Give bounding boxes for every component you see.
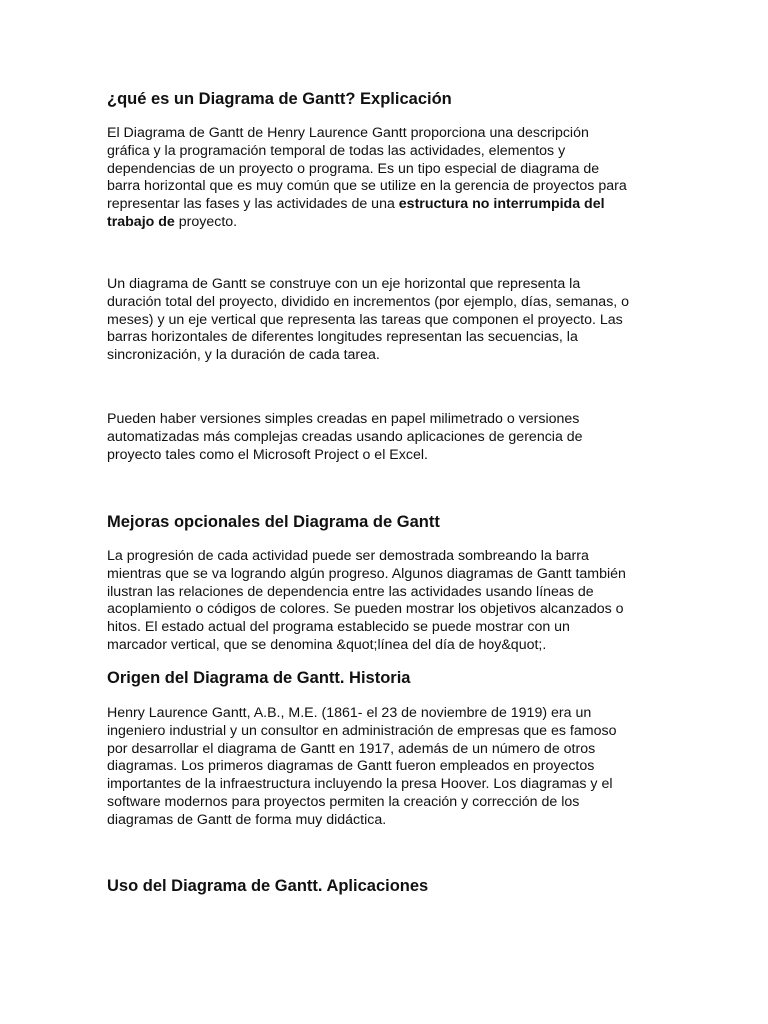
text-line: [107, 214, 667, 232]
text-line: por desarrollar el diagrama de Gantt en 1917, además de un número de otros: [107, 740, 596, 757]
text-line: El Diagrama de Gantt de Henry Laurence Gantt proporciona una descripción: [107, 125, 589, 141]
text-line: Henry Laurence Gantt, A.B., M.E. (1861- el 23 de noviembre de 1919) era un: [107, 705, 592, 721]
paragraph-gantt-construction: [107, 276, 667, 365]
paragraph-improvements: [107, 548, 667, 655]
text-line: Un diagrama de Gantt se construye con un eje horizontal que representa la: [107, 276, 581, 292]
text-line: sincronización, y la duración de cada tarea.: [107, 347, 380, 364]
text-line: barras horizontales de diferentes longitudes representan las secuencias, la: [107, 329, 578, 346]
paragraph-gantt-description: [107, 125, 667, 232]
text-line: importantes de la infraestructura incluyendo la presa Hoover. Los diagramas y el: [107, 776, 613, 793]
text-line: dependencias de un proyecto o programa. Es un tipo especial de diagrama de: [107, 160, 600, 177]
text-line: hitos. El estado actual del programa establecido se puede mostrar con un: [107, 619, 570, 636]
section-heading-usage: Uso del Diagrama de Gantt. Aplicaciones: [107, 877, 429, 895]
paragraph-origin: [107, 705, 667, 830]
text-line: meses) y un eje vertical que representa las tareas que componen el proyecto. Las: [107, 311, 623, 328]
paragraph-gantt-versions: [107, 411, 667, 464]
section-heading-what-is-gantt: ¿qué es un Diagrama de Gantt? Explicación: [107, 90, 452, 108]
text-line: duración total del proyecto, dividido en incrementos (por ejemplo, días, semanas, o: [107, 293, 630, 310]
bold-text: trabajo de: [107, 213, 175, 230]
text-line: mientras que se va logrando algún progreso. Algunos diagramas de Gantt también: [107, 565, 626, 582]
section-heading-origin: Origen del Diagrama de Gantt. Historia: [107, 669, 411, 687]
text-line: Pueden haber versiones simples creadas en papel milimetrado o versiones: [107, 411, 580, 427]
text-line: La progresión de cada actividad puede ser demostrada sombreando la barra: [107, 548, 589, 564]
text-line: ingeniero industrial y un consultor en administración de empresas que es famoso: [107, 722, 617, 739]
text-line: diagramas de Gantt de forma muy didáctica.: [107, 811, 387, 828]
text-line: marcador vertical, que se denomina &quot;línea del día de hoy&quot;.: [107, 636, 547, 653]
text-line: [107, 196, 667, 214]
text-line: gráfica y la programación temporal de todas las actividades, elementos y: [107, 142, 566, 159]
text-line: acoplamiento o códigos de colores. Se pueden mostrar los objetivos alcanzados o: [107, 601, 624, 618]
text-line: software modernos para proyectos permiten la creación y corrección de los: [107, 793, 580, 810]
text-line: automatizadas más complejas creadas usando aplicaciones de gerencia de: [107, 428, 583, 445]
text-line: barra horizontal que es muy común que se utilize en la gerencia de proyectos para: [107, 178, 627, 195]
text-line: proyecto tales como el Microsoft Project o el Excel.: [107, 446, 428, 463]
section-heading-improvements: Mejoras opcionales del Diagrama de Gantt: [107, 513, 440, 531]
text-line: diagramas. Los primeros diagramas de Gantt fueron empleados en proyectos: [107, 758, 595, 775]
text-line: ilustran las relaciones de dependencia entre las actividades usando líneas de: [107, 583, 594, 600]
text-fragment: representar las fases y las actividades de una: [107, 196, 399, 213]
bold-text: estructura no interrumpida del: [398, 196, 605, 213]
text-fragment: proyecto.: [174, 213, 238, 230]
